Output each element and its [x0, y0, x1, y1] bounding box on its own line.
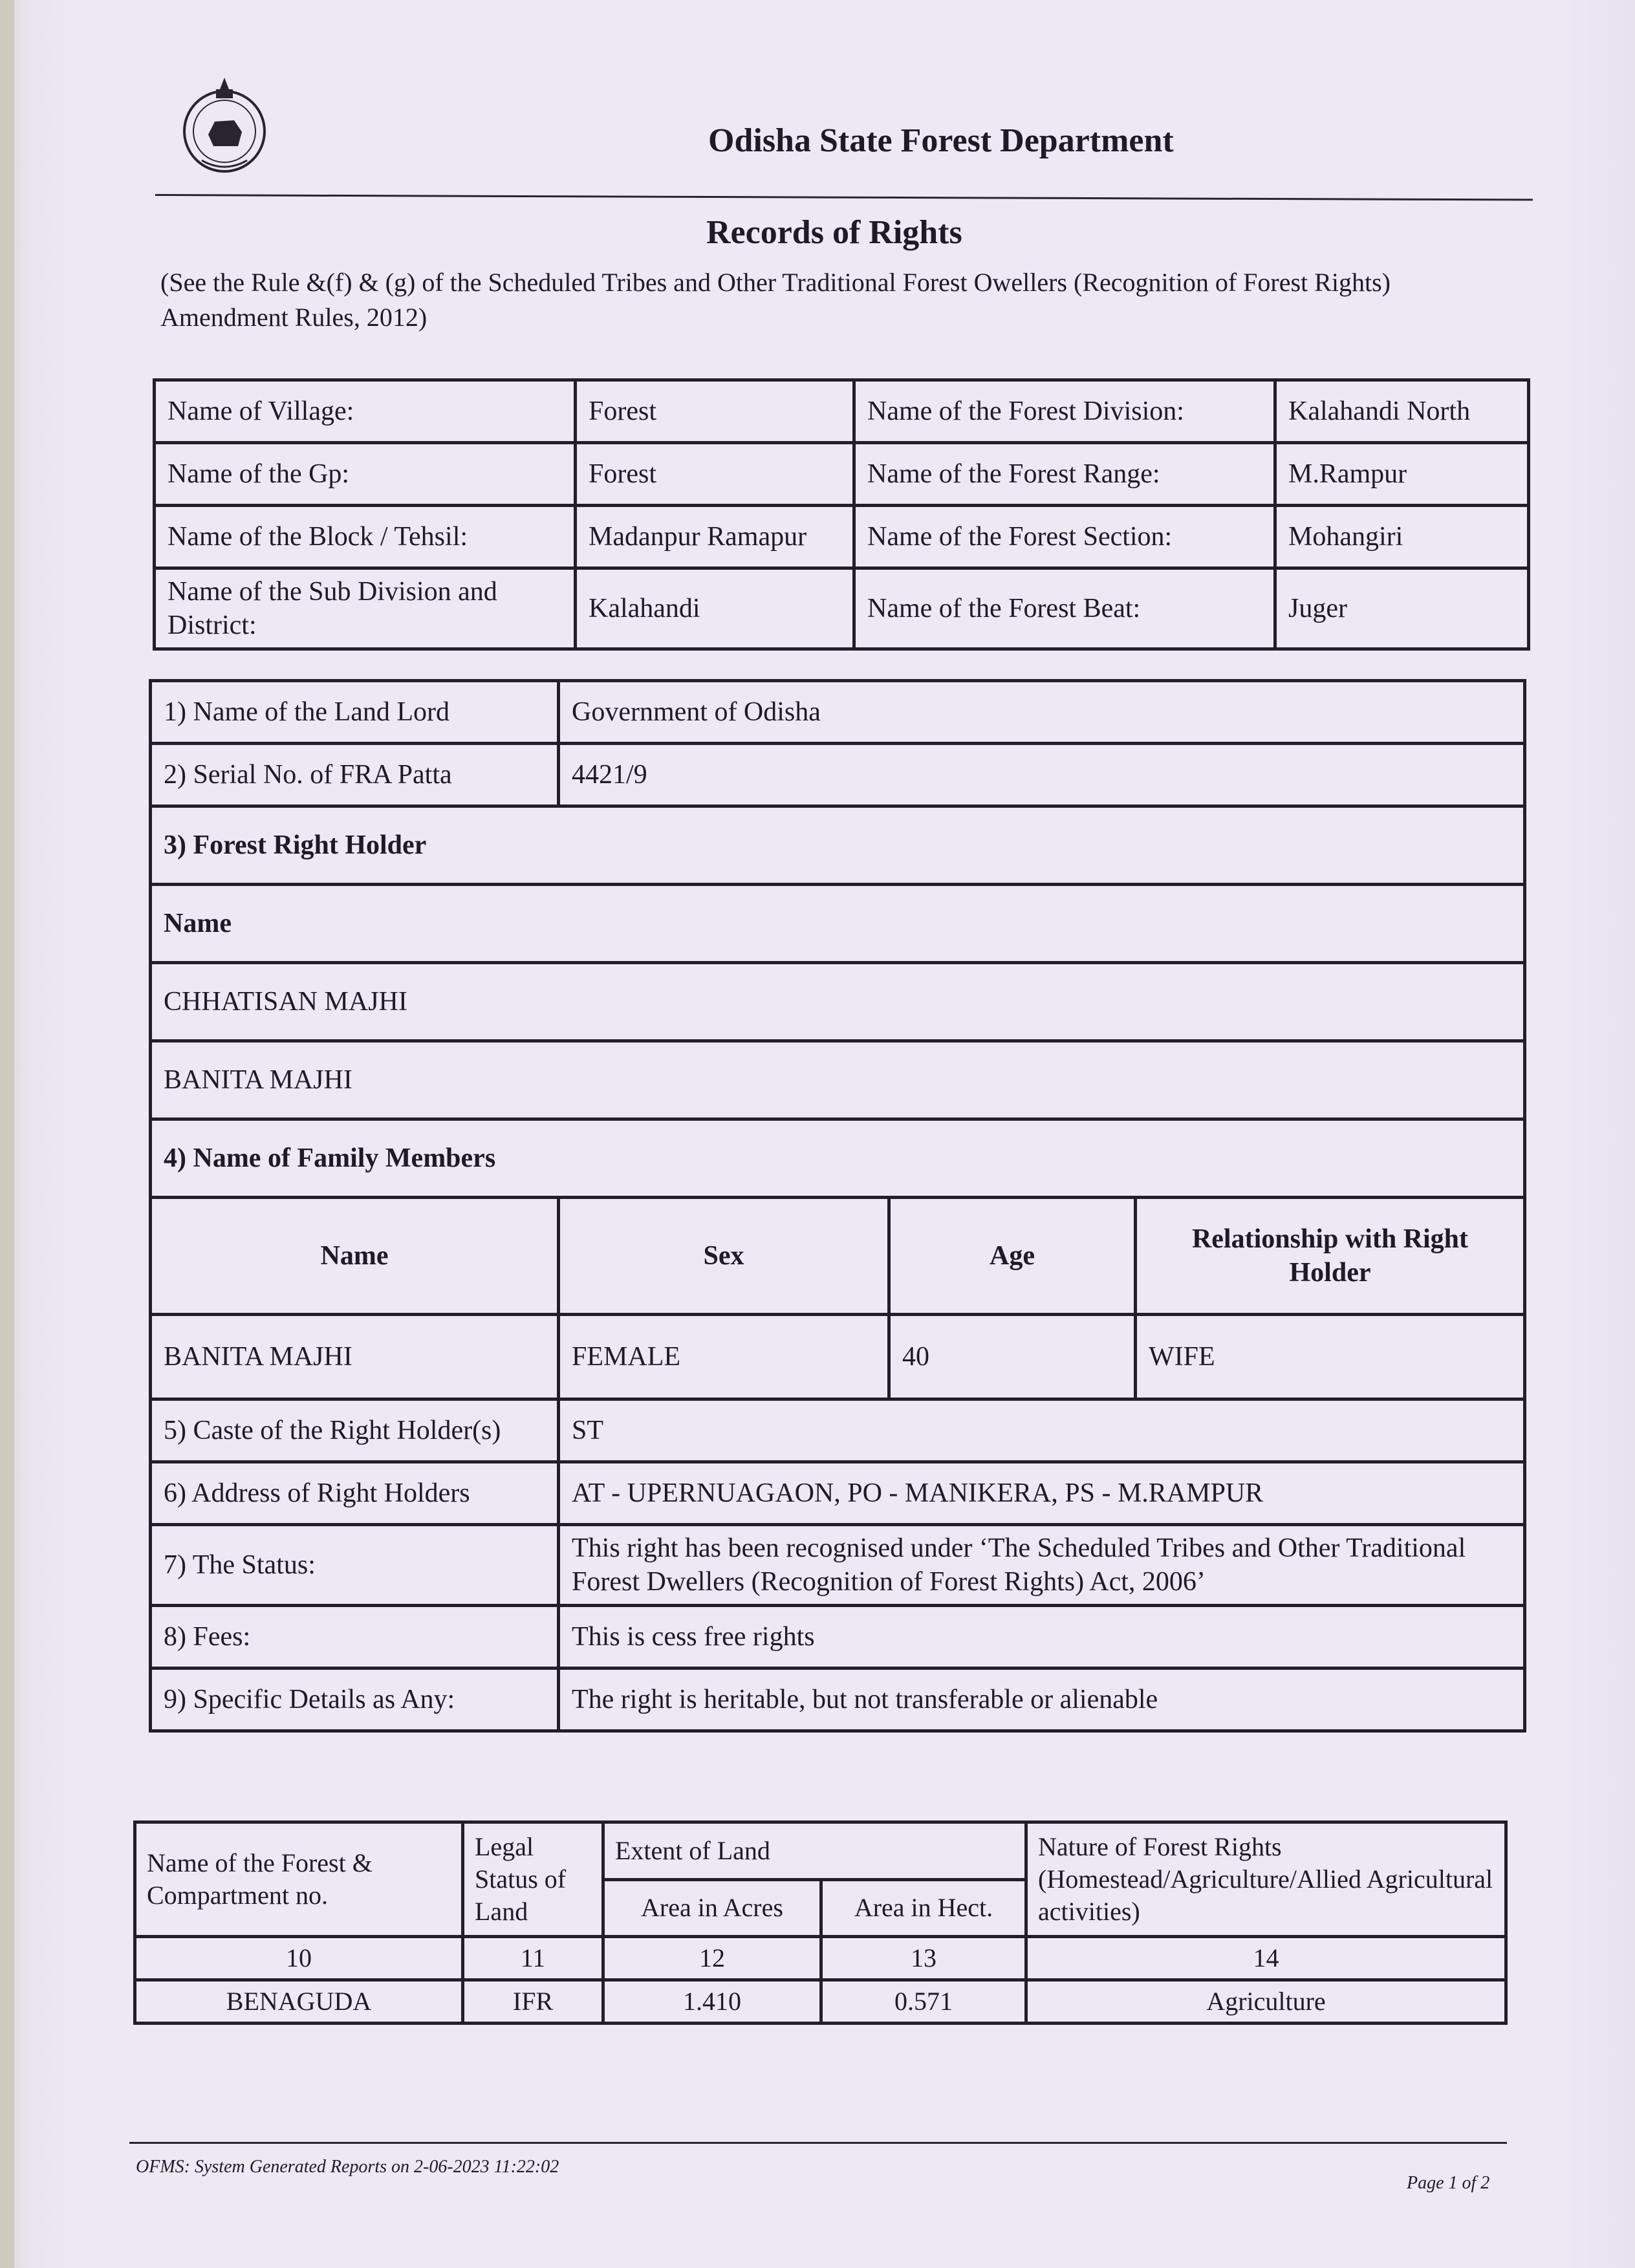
col-extent: Extent of Land — [603, 1822, 1026, 1880]
record-table — [149, 679, 1526, 1733]
land-table — [133, 1820, 1508, 2025]
paper-edge — [0, 0, 14, 2268]
col-number: 13 — [821, 1937, 1026, 1980]
table-row — [151, 806, 1525, 885]
block-label: Name of the Block / Tehsil: — [155, 506, 576, 568]
landlord-label: 1) Name of the Land Lord — [151, 681, 559, 744]
village-value: Forest — [576, 380, 854, 443]
table-row — [155, 506, 1529, 568]
area-hect: 0.571 — [821, 1980, 1026, 2024]
table-row — [135, 1822, 1506, 1880]
location-table — [153, 378, 1530, 651]
serial-value: 4421/9 — [559, 744, 1525, 806]
table-row — [151, 1399, 1525, 1462]
details-value: The right is heritable, but not transferable or alienable — [559, 1669, 1525, 1731]
col-number: 10 — [135, 1937, 463, 1980]
table-row — [135, 1980, 1506, 2024]
table-row — [151, 1198, 1525, 1315]
status-line: This right has been recognised under ‘The Scheduled Tribes and Other Traditional — [572, 1533, 1466, 1563]
table-row — [151, 1315, 1525, 1399]
legal-status: IFR — [463, 1980, 603, 2024]
col-nature: Nature of Forest Rights (Homestead/Agriculture/Allied Agricultural activities) — [1026, 1822, 1506, 1937]
family-col-sex: Sex — [559, 1198, 889, 1315]
table-row — [151, 963, 1525, 1041]
col-number: 11 — [463, 1937, 603, 1980]
serial-label: 2) Serial No. of FRA Patta — [151, 744, 559, 806]
table-row — [135, 1937, 1506, 1980]
family-col-name: Name — [151, 1198, 559, 1315]
table-row — [155, 380, 1529, 443]
footer-divider — [129, 2142, 1507, 2144]
family-member-sex: FEMALE — [559, 1315, 889, 1399]
division-value: Kalahandi North — [1275, 380, 1529, 443]
block-value: Madanpur Ramapur — [576, 506, 854, 568]
name-heading: Name — [151, 885, 1525, 963]
family-heading: 4) Name of Family Members — [151, 1119, 1525, 1198]
table-row — [151, 1606, 1525, 1669]
range-label: Name of the Forest Range: — [854, 443, 1275, 506]
gp-value: Forest — [576, 443, 854, 506]
document-title: Records of Rights — [706, 214, 962, 251]
holder-heading: 3) Forest Right Holder — [151, 806, 1525, 885]
fees-label: 8) Fees: — [151, 1606, 559, 1669]
table-row — [155, 568, 1529, 649]
table-row — [151, 1041, 1525, 1119]
col-hect: Area in Hect. — [821, 1879, 1026, 1937]
section-value: Mohangiri — [1275, 506, 1529, 568]
forest-name: BENAGUDA — [135, 1980, 463, 2024]
status-line: Forest Dwellers (Recognition of Forest Rights) Act, 2006’ — [572, 1567, 1206, 1597]
address-value: AT - UPERNUAGAON, PO - MANIKERA, PS - M.RAMPUR — [559, 1462, 1525, 1525]
village-label: Name of Village: — [155, 380, 576, 443]
col-number: 12 — [603, 1937, 821, 1980]
col-legal: Legal Status of Land — [463, 1822, 603, 1937]
header-divider — [155, 194, 1533, 200]
rule-reference: (See the Rule &(f) & (g) of the Scheduled Tribes and Other Traditional Forest Owellers (Recognition of Forest Rights) Amendment Rules, 2012) — [160, 268, 1391, 332]
status-value — [559, 1525, 1525, 1606]
landlord-value: Government of Odisha — [559, 681, 1525, 744]
division-label: Name of the Forest Division: — [854, 380, 1275, 443]
col-number: 14 — [1026, 1937, 1506, 1980]
beat-value: Juger — [1275, 568, 1529, 649]
col-forest: Name of the Forest & Compartment no. — [135, 1822, 463, 1937]
generated-timestamp: OFMS: System Generated Reports on 2-06-2023 11:22:02 — [136, 2157, 559, 2177]
page-number: Page 1 of 2 — [1407, 2173, 1490, 2193]
family-col-age: Age — [889, 1198, 1136, 1315]
table-row — [151, 885, 1525, 963]
subdivision-label: Name of the Sub Division and District: — [155, 568, 576, 649]
col-acres: Area in Acres — [603, 1879, 821, 1937]
area-acres: 1.410 — [603, 1980, 821, 2024]
table-row — [151, 1119, 1525, 1198]
table-row — [151, 681, 1525, 744]
section-label: Name of the Forest Section: — [854, 506, 1275, 568]
nature-of-rights: Agriculture — [1026, 1980, 1506, 2024]
department-name: Odisha State Forest Department — [708, 122, 1174, 159]
table-row — [151, 1669, 1525, 1731]
family-member-relationship: WIFE — [1136, 1315, 1525, 1399]
table-row — [151, 1462, 1525, 1525]
status-label: 7) The Status: — [151, 1525, 559, 1606]
odisha-emblem-logo — [176, 70, 273, 180]
family-col-relationship: Relationship with Right Holder — [1136, 1198, 1525, 1315]
caste-label: 5) Caste of the Right Holder(s) — [151, 1399, 559, 1462]
family-member-name: BANITA MAJHI — [151, 1315, 559, 1399]
range-value: M.Rampur — [1275, 443, 1529, 506]
gp-label: Name of the Gp: — [155, 443, 576, 506]
family-member-age: 40 — [889, 1315, 1136, 1399]
beat-label: Name of the Forest Beat: — [854, 568, 1275, 649]
table-row — [151, 1525, 1525, 1606]
holder-name: CHHATISAN MAJHI — [151, 963, 1525, 1041]
subdivision-value: Kalahandi — [576, 568, 854, 649]
holder-name: BANITA MAJHI — [151, 1041, 1525, 1119]
table-row — [151, 744, 1525, 806]
address-label: 6) Address of Right Holders — [151, 1462, 559, 1525]
caste-value: ST — [559, 1399, 1525, 1462]
table-row — [155, 443, 1529, 506]
details-label: 9) Specific Details as Any: — [151, 1669, 559, 1731]
fees-value: This is cess free rights — [559, 1606, 1525, 1669]
